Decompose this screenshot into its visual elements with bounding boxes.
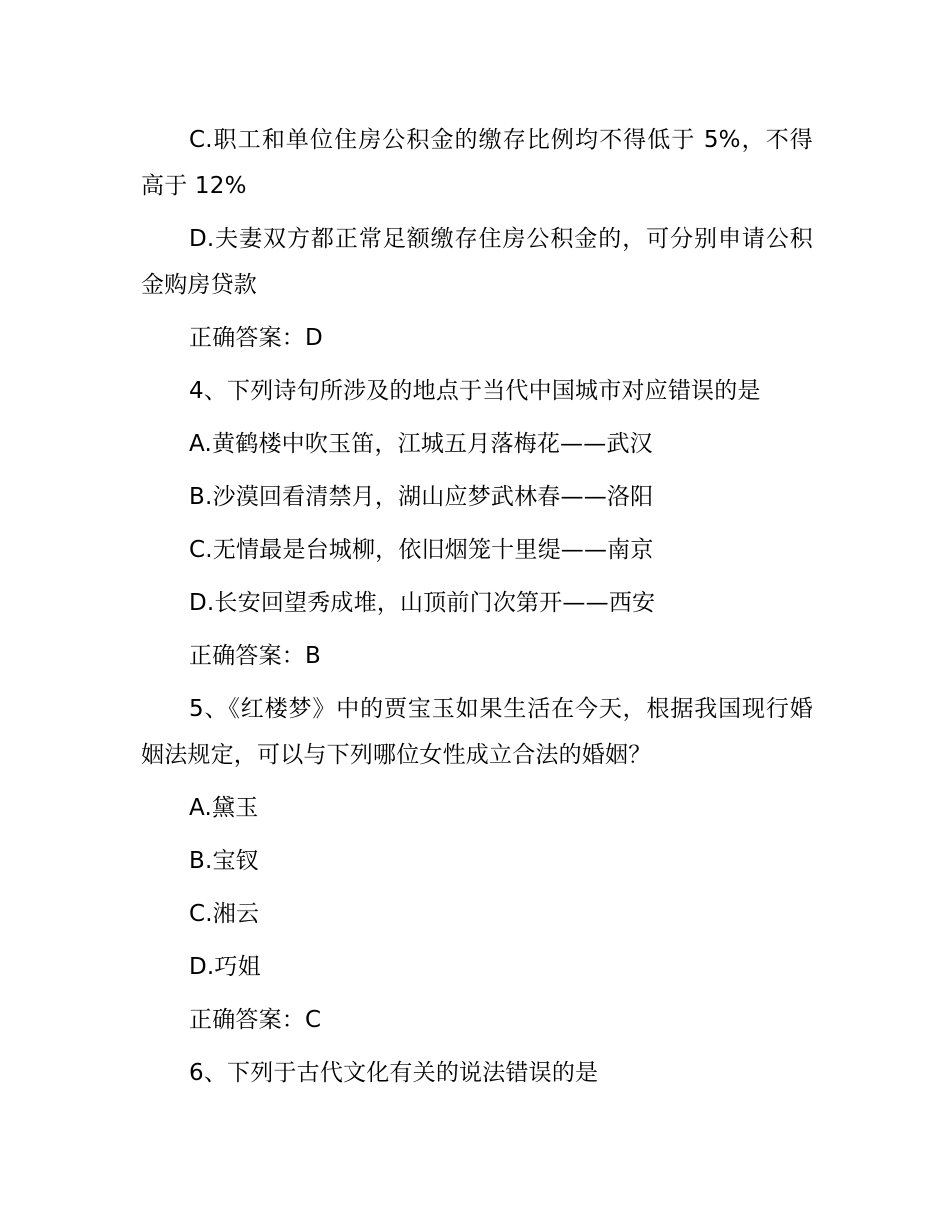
question-5: 5、《红楼梦》中的贾宝玉如果生活在今天，根据我国现行婚姻法规定，可以与下列哪位女性成立合法的婚姻？ bbox=[141, 696, 813, 768]
option-c-q5: C.湘云 bbox=[189, 901, 260, 927]
answer-q5: 正确答案：C bbox=[189, 1007, 322, 1033]
question-4: 4、下列诗句所涉及的地点于当代中国城市对应错误的是 bbox=[189, 378, 761, 404]
answer-q3: 正确答案：D bbox=[189, 325, 323, 351]
answer-q4: 正确答案：B bbox=[189, 643, 321, 669]
option-d-q3: D.夫妻双方都正常足额缴存住房公积金的，可分别申请公积金购房贷款 bbox=[141, 226, 813, 298]
option-a-q4: A.黄鹤楼中吹玉笛，江城五月落梅花——武汉 bbox=[189, 431, 653, 457]
option-b-q4: B.沙漠回看清禁月，湖山应梦武林春——洛阳 bbox=[189, 484, 654, 510]
option-c-q4: C.无情最是台城柳，依旧烟笼十里缇——南京 bbox=[189, 537, 654, 563]
option-a-q5: A.黛玉 bbox=[189, 795, 259, 821]
option-c-q3: C.职工和单位住房公积金的缴存比例均不得低于 5%，不得高于 12% bbox=[141, 127, 813, 199]
question-6: 6、下列于古代文化有关的说法错误的是 bbox=[189, 1060, 599, 1086]
option-d-q5: D.巧姐 bbox=[189, 954, 261, 980]
option-d-q4: D.长安回望秀成堆，山顶前门次第开——西安 bbox=[189, 590, 656, 616]
option-b-q5: B.宝钗 bbox=[189, 848, 259, 874]
document-body bbox=[141, 117, 813, 1103]
